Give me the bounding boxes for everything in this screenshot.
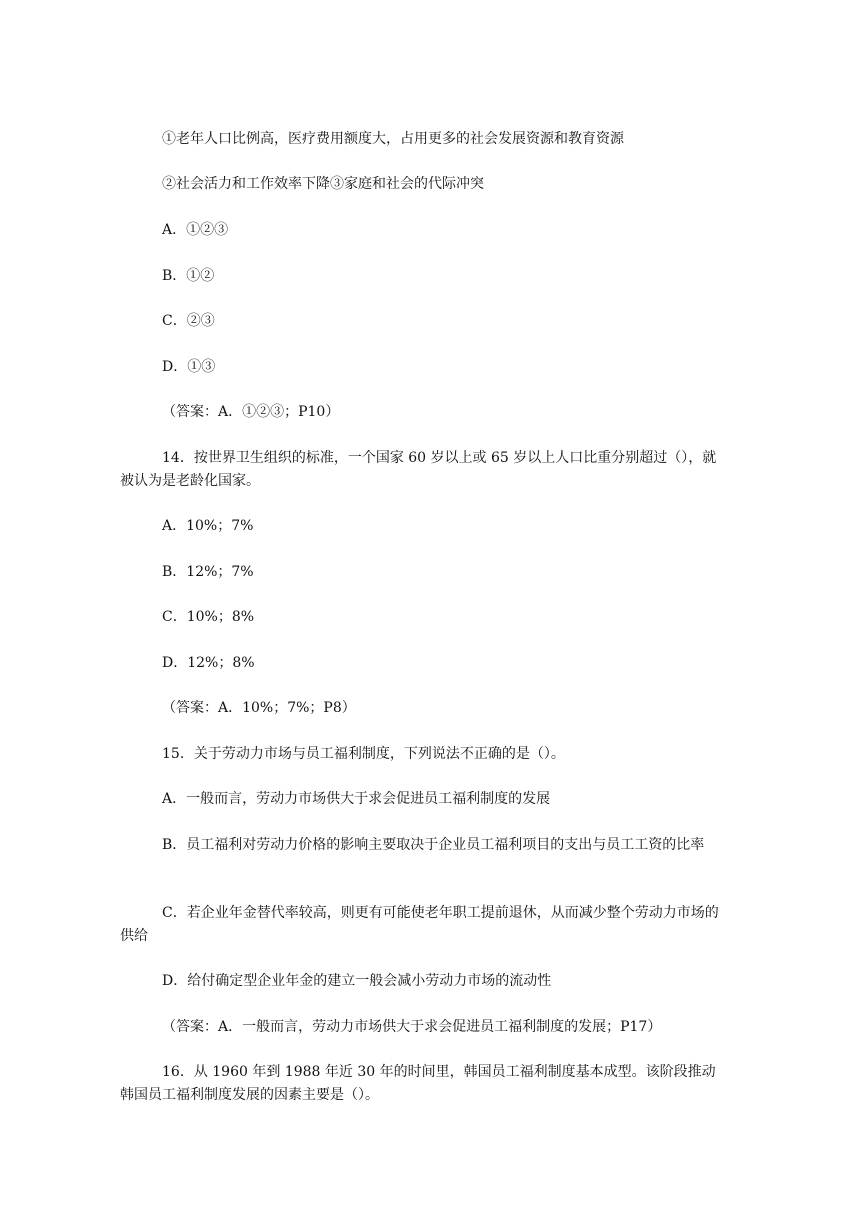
q15-question: 15．关于劳动力市场与员工福利制度，下列说法不正确的是（）。 — [162, 746, 565, 762]
q14-answer: （答案：A．10%；7%；P8） — [162, 700, 356, 716]
q14-question: 14．按世界卫生组织的标准，一个国家 60 岁以上或 65 岁以上人口比重分别超过（），就被认为是老龄化国家。 — [120, 450, 717, 489]
q13-option-a: A．①②③ — [162, 222, 229, 238]
q15-option-c: C．若企业年金替代率较高，则更有可能使老年职工提前退休，从而减少整个劳动力市场的供给 — [120, 905, 719, 944]
q13-answer: （答案：A．①②③；P10） — [162, 404, 340, 420]
q14-option-a: A．10%；7% — [162, 518, 254, 534]
q15-answer: （答案：A．一般而言，劳动力市场供大于求会促进员工福利制度的发展；P17） — [162, 1019, 662, 1035]
q13-statement-2: ②社会活力和工作效率下降③家庭和社会的代际冲突 — [162, 176, 484, 192]
q15-option-d: D．给付确定型企业年金的建立一般会减小劳动力市场的流动性 — [162, 973, 552, 989]
q14-option-b: B．12%；7% — [162, 564, 254, 580]
q13-option-b: B．①② — [162, 268, 215, 284]
q14-option-c: C．10%；8% — [162, 609, 255, 625]
q16-question: 16．从 1960 年到 1988 年近 30 年的时间里，韩国员工福利制度基本成型。该阶段推动韩国员工福利制度发展的因素主要是（）。 — [120, 1064, 716, 1103]
q15-option-b: B．员工福利对劳动力价格的影响主要取决于企业员工福利项目的支出与员工工资的比率 — [162, 837, 705, 853]
q13-option-d: D．①③ — [162, 359, 216, 375]
q13-statement-1: ①老年人口比例高，医疗费用额度大，占用更多的社会发展资源和教育资源 — [162, 131, 624, 147]
q15-option-a: A．一般而言，劳动力市场供大于求会促进员工福利制度的发展 — [162, 791, 551, 807]
q14-option-d: D．12%；8% — [162, 655, 255, 671]
q13-option-c: C．②③ — [162, 313, 215, 329]
